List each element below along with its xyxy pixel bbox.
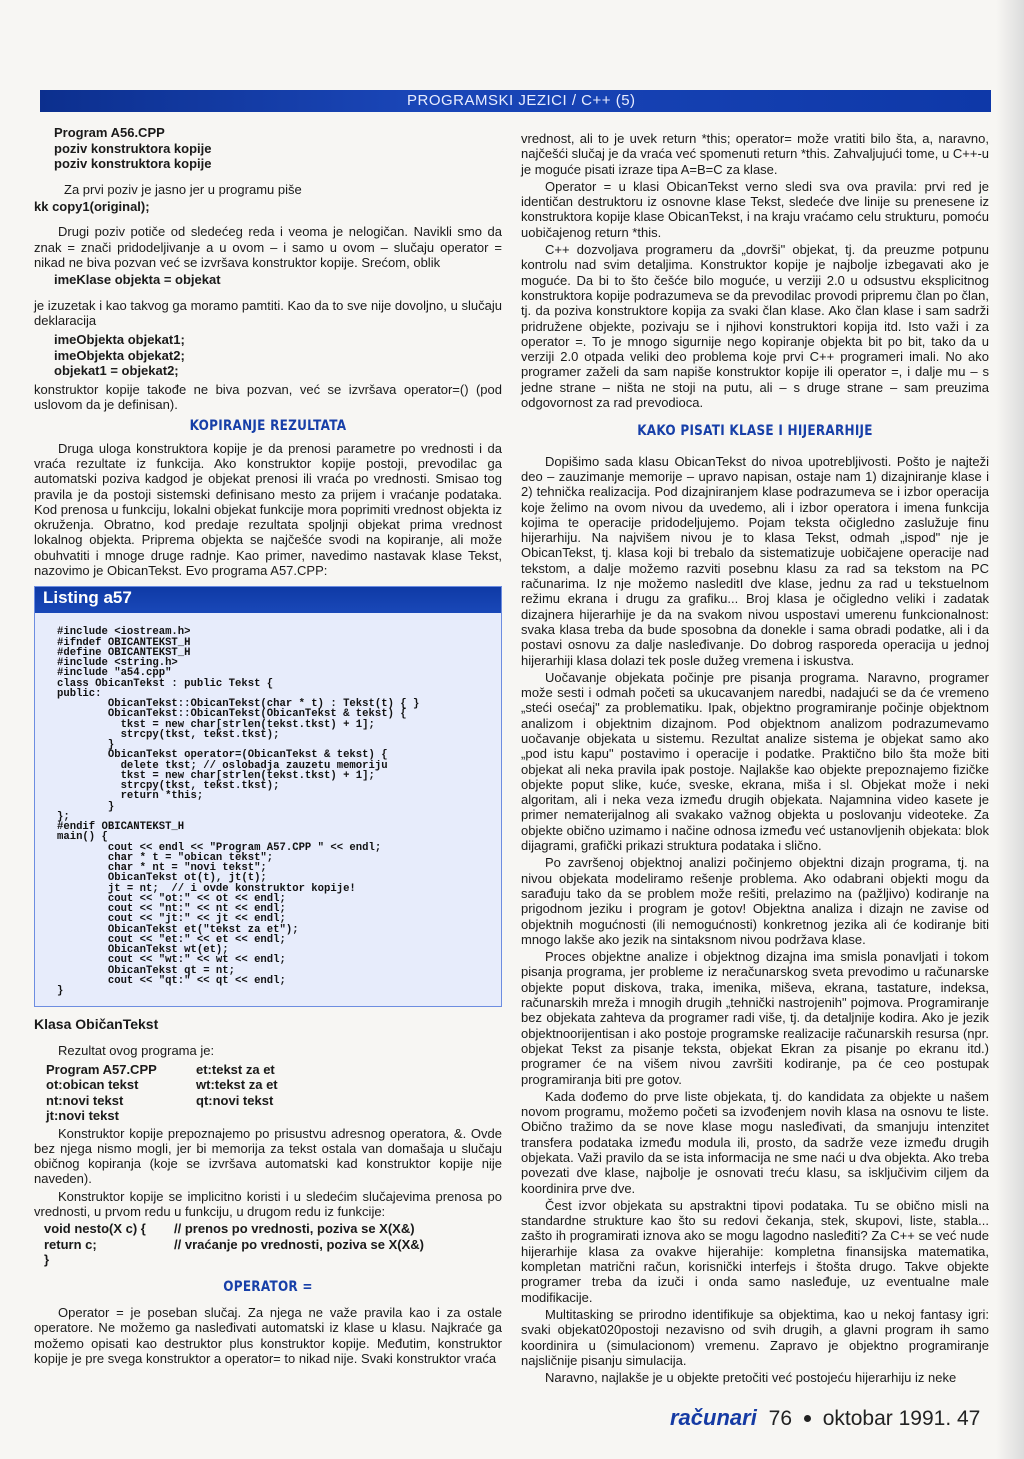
paragraph: Po završenoj objektnoj analizi počinjemo objektni dizajn programa, tj. na nivou objekata modeliramo rešenje problema. Ako odabrani objekti mogu da sarađuju tako da se problem može rešiti, prelazimo na (pažljivo) kodiranje na prigodnom jeziku i program je gotov! Objektna analiza i dizajn ne zavise od objektnih mogućnosti (ili nemogućnosti) konkretnog jezika ali će kodiranje biti mnogo lakše ako jezik na sintaksnom nivou podržava klase. xyxy=(521,855,989,947)
paragraph: Kada dođemo do prve liste objekata, tj. do kandidata za objekte u našem novom programu, možemo početi sa izvođenjem novih klasa na osnovu te liste. Obično tražimo da se nove klase mogu nasleđivati, da smanjuju intenzitet transfera podataka između modula ili, prosto, da sadrže veze između drugih objekata. Važi pravilo da se ista informacija ne sme naći u dva objekta. Ako treba povezati dve klase, najbolje je osnovati treću klasu, sa isključivim ciljem da koordinira prve dve. xyxy=(521,1088,989,1196)
code-line: imeObjekta objekat2; xyxy=(54,347,185,363)
code-listing-box xyxy=(34,586,502,1007)
output-line: qt:novi tekst xyxy=(196,1092,274,1108)
paragraph: Druga uloga konstruktora kopije je da prenosi parametre po vrednosti i da vraća rezultate iz funkcija. Ako konstruktor kopije postoji, prevodilac ga automatski poziva kadgod je objekat prenosi ili vraća po vrednosti. Smisao tog pravila je da postoji sistemski definisano mesto za prijem i vraćanje podataka. Kod prenosa u funkciju, lokalni objekat funkcije mora poprimiti vrednost objekta iz okruženja. Obratno, kod predaje rezultata spoljnji objekat prima vrednost lokalnog objekta. Priprema objekta se najčešće svodi na kopiranje, ali može obuhvatiti i mnoge druge radnje. Kao primer, navedimo nastavak klase Tekst, nazovimo je ObicanTekst. Evo programa A57.CPP: xyxy=(34,440,502,579)
code-cell: void nesto(X c) { xyxy=(44,1221,146,1237)
listing-title: Listing a57 xyxy=(35,587,501,613)
section-header-bar xyxy=(40,90,991,112)
paragraph: Konstruktor kopije prepoznajemo po prisustvu adresnog operatora, &. Ovde bez njega nismo mogli, jer bi memorija za tekst ostala van domašaja u slučaju običnog kopiranja (koje se izvršava automatski kad konstruktor kopije nije naveden). xyxy=(34,1125,502,1187)
listing-code: #include <iostream.h> #ifndef OBICANTEKST_H #define OBICANTEKST_H #include <string.h> #include "a54.cpp" class ObicanTekst : public Tekst { public: ObicanTekst::ObicanTekst(char * t) : Tekst(t) { } ObicanTekst::ObicanTekst(ObicanTekst & tekst) { tkst = new char[strlen(tekst.tkst) + 1]; strcpy(tkst, tekst.tkst); } ObicanTekst operator=(ObicanTekst & tekst) { delete tkst; // oslobadja zauzetu memoriju tkst = new char[strlen(tekst.tkst) + 1]; strcpy(tkst, tekst.tkst); return *this; } }; #endif OBICANTEKST_H main() { cout << endl << "Program A57.CPP " << endl; char * t = "obican tekst"; char * nt = "novi tekst"; ObicanTekst ot(t), jt(t); jt = nt; // i ovde konstruktor kopije! cout << "ot:" << ot << endl; cout << "nt:" << nt << endl; cout << "jt:" << jt << endl; ObicanTekst et("tekst za et"); cout << "et:" << et << endl; ObicanTekst wt(et); cout << "wt:" << wt << endl; ObicanTekst qt = nt; cout << "qt:" << qt << endl; } xyxy=(57,626,420,998)
paragraph: je izuzetak i kao takvog ga moramo pamtiti. Kao da to sve nije dovoljno, u slučaju deklaracija xyxy=(34,297,502,328)
paragraph: Za prvi poziv je jasno jer u programu piše xyxy=(64,181,302,197)
page-footer xyxy=(670,1405,980,1431)
left-column xyxy=(34,125,502,1368)
output-line: jt:novi tekst xyxy=(46,1108,119,1124)
code-cell: return c; xyxy=(44,1236,97,1252)
section-heading: OPERATOR = xyxy=(223,1278,313,1295)
code-line: poziv konstruktora kopije xyxy=(54,156,212,171)
section-heading: KAKO PISATI KLASE I HIJERARHIJE xyxy=(637,423,873,440)
page-number: 47 xyxy=(957,1407,981,1430)
paragraph: Operator = je poseban slučaj. Za njega ne važe pravila kao i za ostale operatore. Ne možemo ga nasleđivati automatski iz klase u klasu. Najkraće ga možemo opisati kao destruktor plus konstruktor kopije. Međutim, konstruktor kopije je pre svega konstruktor a operator= to nikad nije. Svaki konstruktor vraća xyxy=(34,1305,502,1367)
paragraph: vrednost, ali to je uvek return *this; operator= može vratiti bilo šta, a, naravno, najčešći slučaj je da vraća već spomenuti return *this. Zahvaljujući tome, u C++-u je moguće pisati izraze tipa A=B=C za klase. xyxy=(521,131,989,177)
paragraph: Rezultat ovog programa je: xyxy=(58,1042,215,1058)
paragraph: Čest izvor objekata su apstraktni tipovi podataka. Tu se obično misli na standardne strukture kao što su redovi čekanja, stek, skupovi, liste, stabla... zašto ih programirati iznova ako se mogu lagodno nasleđiti? Za C++ se već nude hijerarhije klasa za ovakve hijerahije: kompletna finansijska matematika, kompletan matrični račun, korisnički interfejs i štošta drugo. Takve objekte programer treba da izuči i onda samo nasleđuje, uz eventualne male modifikacije. xyxy=(521,1197,989,1305)
code-comment: // prenos po vrednosti, poziva se X(X&) xyxy=(174,1221,415,1237)
program-output xyxy=(46,1062,502,1124)
code-line: kk copy1(original); xyxy=(34,198,150,214)
output-line: nt:novi tekst xyxy=(46,1092,124,1108)
output-line xyxy=(196,1108,346,1123)
paragraph: Naravno, najlakše je u objekte pretočiti već postojeću hijerarhiju iz neke xyxy=(545,1370,957,1386)
code-comment: // vraćanje po vrednosti, poziva se X(X&) xyxy=(174,1236,424,1252)
code-example xyxy=(44,1221,502,1268)
paragraph: Operator = u klasi ObicanTekst verno sledi sva ova pravila: prvi red je identičan destruktoru iz osnovne klase Tekst, sledeće dve linije su prenesene iz konstruktora kopije klase ObicanTekst, i na kraju vraćamo celu strukturu, pomoću uobičajenog return *this. xyxy=(521,178,989,240)
paragraph: Proces objektne analize i objektnog dizajna ima smisla ponavljati i tokom pisanja programa, jer probleme iz neračunarskog sveta prevodimo u računarske objekte poput diskova, traka, imenika, miševa, ekrana, tastature, indeksa, računarskih mreža i mnogih drugih „tehnički nastrojenih" pojmova. Programiranje bez objekata zahteva da programer radi više, tj. da detaljnije kodira. Ako je jezik objektnoorijentisan i ako postoje programske realizacije računarskih resursa (npr. objekat Tekst za pisanje teksta, objekat Ekran za pisanje po ekranu itd.) programer će na višem nivou završiti kodiranje, pa će ceo postupak programiranja biti pre gotov. xyxy=(521,949,989,1087)
output-line: Program A57.CPP xyxy=(46,1061,157,1077)
code-line: Program A56.CPP xyxy=(54,125,165,140)
code-line: imeKlase objekta = objekat xyxy=(54,272,221,288)
paragraph: Konstruktor kopije se implicitno koristi i u sledećim slučajevima prenosa po vrednosti, u prvom redu u funkciju, u drugom redu iz funkcije: xyxy=(34,1188,502,1220)
paragraph: C++ dozvoljava programeru da „dovrši" objekat, tj. da preuzme potpunu kontrolu nad svim detaljima. Konstruktor kopije je najbolje izbegavati ako je moguće. Da bi to što češće bilo moguće, u verziji 2.0 u odsustvu eksplicitnog konstruktora kopije podrazumeva se da prevodilac provodi pripremu član po član, tj. da poziva konstruktore kopija za svaki član klase. Ako član klase i sam sadrži pridružene objekte, pozivaju se i njihovi konstruktori kopija itd. Isto važi i za operator =. To je mnogo sigurnije nego kopiranje objekta bit po bit, tako da u verziji 2.0 otpada veliki deo problema koje prvi C++ programeri imali. No ako programer zaželi da sam napiše konstruktor kopije ili operator =, i dalje mu – s jedne strane – ništa ne stoji na putu, ali – s druge strane – sam preuzima odgovornost za rad prevodioca. xyxy=(521,242,989,411)
right-column xyxy=(521,131,989,1387)
output-line: et:tekst za et xyxy=(196,1061,275,1077)
section-header-title: PROGRAMSKI JEZICI / C++ (5) xyxy=(407,92,636,109)
section-heading: KOPIRANJE REZULTATA xyxy=(189,418,347,435)
code-line: objekat1 = objekat2; xyxy=(54,363,179,379)
output-line: wt:tekst za et xyxy=(196,1077,278,1093)
paragraph: konstruktor kopije takođe ne biva pozvan, već se izvršava operator=() (pod uslovom da je definisan). xyxy=(34,381,502,413)
paragraph: Multitasking se prirodno identifikuje sa objektima, kao u nekoj fantasy igri: svaki objekat020postoji nezavisno od svih drugih, a glavni program ih samo koordinira u (simulacionom) vremenu. Zapravo je objektno programiranje najsličnije pisanju simulacija. xyxy=(521,1306,989,1368)
issue-date: oktobar 1991. xyxy=(822,1407,952,1430)
paragraph: Drugi poziv potiče od sledećeg reda i veoma je nelogičan. Navikli smo da znak = znači pridodeljivanje a u ovom – i samo u ovom – slučaju operator = nikad ne biva pozvan već se izvršava konstruktor kopije. Srećom, oblik xyxy=(34,224,502,270)
page-edge-shadow xyxy=(996,0,1024,1459)
code-comment xyxy=(174,1252,474,1268)
listing-caption: Klasa ObičanTekst xyxy=(34,1016,159,1033)
code-line: poziv konstruktora kopije xyxy=(54,140,212,156)
output-line: ot:obican tekst xyxy=(46,1077,139,1093)
paragraph: Dopišimo sada klasu ObicanTekst do nivoa upotrebljivosti. Pošto je najteži deo – zauzimanje memorije – upravo napisan, ostaje nam 1) dizajniranje klase i 2) tehnička realizacija. Pod dizajniranjem klase podrazumeva se i izbor operacija koje želimo na ovom nivou da uvedemo, ali i izbor operatora i imena funkcija kojima te operacije pridodeljujemo. Pojam teksta očigledno zaslužuje finu hijerarhiju. Na najvišem nivou je to klasa Tekst, odmah „ispod" nje je ObicanTekst, tj. klasa koji bi trebalo da sistematizuje uobičajene operacije nad tekstom, a dalje možemo razviti posebnu klasu za rad sa tekstom na PC računarima. Iz nje možemo nasleditI dve klase, jednu za rad u tekstuelnom režimu ekrana i drugu za grafiku... Broj klasa je očigledno veliki i zadatak dizajnera hijerarhije je da na svakom nivou uspostavi umerenu funkcionalnost: svaka klasa treba da bude sposobna da donekle i sama obradi podatke, ali i da postavi osnovu za dalje nasleđivanje. Do dobrog rasporeda operacija u jednoj hijerarhiji klasa dolazi tek posle dužeg vremena i iskustva. xyxy=(521,453,989,668)
code-cell: } xyxy=(44,1252,50,1268)
magazine-logo: računari xyxy=(670,1405,757,1430)
bullet-icon xyxy=(804,1415,811,1422)
paragraph: Uočavanje objekata počinje pre pisanja programa. Naravno, programer može sesti i odmah početi sa ukucavanjem naredbi, nadajući se da će vremeno „steći osećaj" za problematiku. Ipak, objektno programiranje počinje objektnom analizom i objektnim dizajnom. Pod objektnom analizom podrazumevamo uočavanje objekata u sistemu. Rezultat analize sistema je objekat samo ako „pod istu kapu" postavimo i operacije i podatke. Praktično bilo šta može biti objekat ali neka pravila ipak postoje. Najlakše kao objekte prepoznajemo fizičke objekte poput slike, kuće, sveske, ekrana, miša i sl. Objekat može i neki algoritam, ali i neka veza između drugih objekata. Najamnina video kasete je primer nematerijalnog ali svakako važnog objekta u poslovanju videoteke. Za objekte obično uzimamo i načine odnosa između već ustanovljenih objekata: blok dijagrami, grafički prikazi struktura podataka i slično. xyxy=(521,669,989,854)
issue-number: 76 xyxy=(768,1407,793,1430)
code-line: imeObjekta objekat1; xyxy=(54,332,185,348)
